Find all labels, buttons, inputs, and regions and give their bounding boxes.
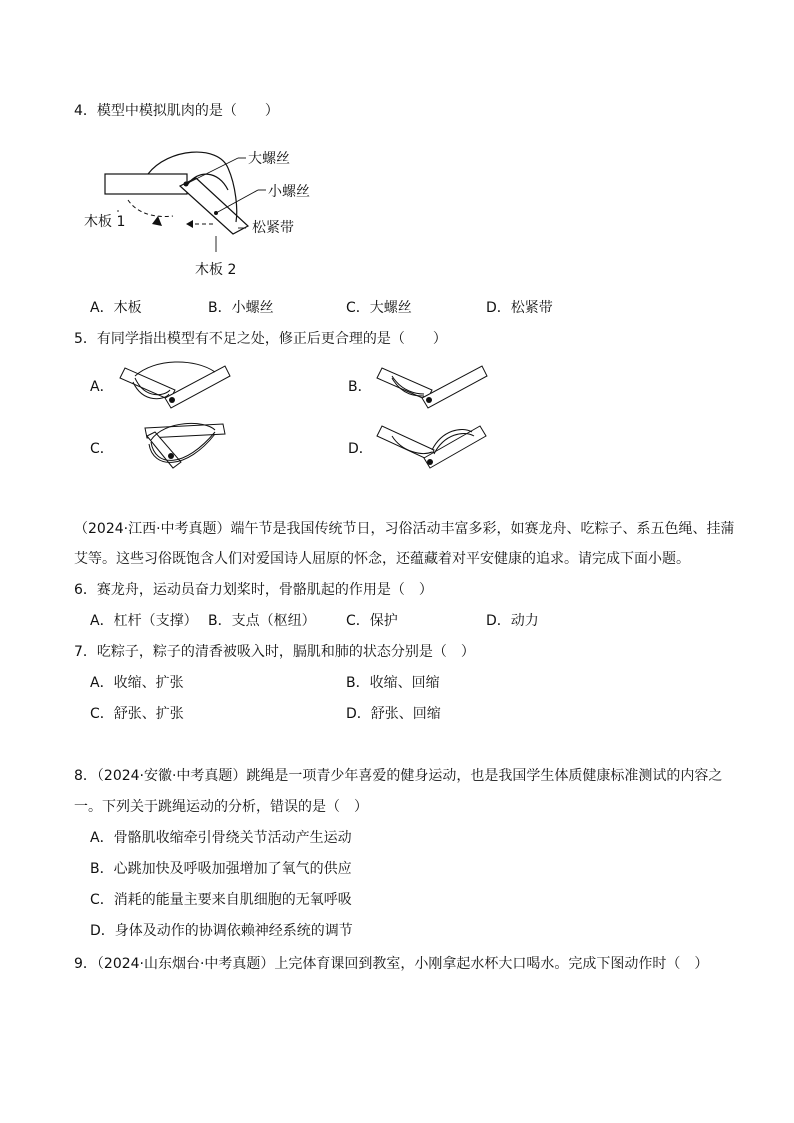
q4-option-c[interactable]: C．大螺丝 <box>346 300 412 316</box>
q5-option-d-figure <box>372 422 492 476</box>
label-board-1: 木板 1 <box>84 214 126 230</box>
board-1-shape <box>105 174 187 194</box>
q7-option-b[interactable]: B．收缩、回缩 <box>346 675 440 691</box>
label-board-2: 木板 2 <box>195 262 237 278</box>
q4-option-a[interactable]: A．木板 <box>90 300 142 316</box>
q4-option-b[interactable]: B．小螺丝 <box>208 300 274 316</box>
q5-option-c-figure <box>115 422 235 476</box>
q8-stem-line-1: 8．（2024·安徽·中考真题）跳绳是一项青少年喜爱的健身运动，也是我国学生体质健康标准测试的内容之 <box>74 768 723 784</box>
q5-option-b-figure <box>372 360 492 414</box>
q4-model-figure <box>78 140 338 280</box>
arm-model-diagram <box>78 140 338 280</box>
q5-option-a-letter[interactable]: A． <box>90 379 114 395</box>
label-band: 松紧带 <box>252 220 294 236</box>
q7-option-a[interactable]: A．收缩、扩张 <box>90 675 184 691</box>
q4-option-d[interactable]: D．松紧带 <box>486 300 553 316</box>
label-big-screw: 大螺丝 <box>248 151 290 167</box>
q6-option-b[interactable]: B．支点（枢纽） <box>208 613 316 629</box>
q5-option-d-letter[interactable]: D． <box>348 441 373 457</box>
q7-option-d[interactable]: D．舒张、回缩 <box>346 706 441 722</box>
q9-stem: 9．（2024·山东烟台·中考真题）上完体育课回到教室，小刚拿起水杯大口喝水。完成下图动作时（ ） <box>74 956 709 972</box>
q8-option-c[interactable]: C．消耗的能量主要来自肌细胞的无氧呼吸 <box>90 892 352 908</box>
q5-stem: 5．有同学指出模型有不足之处，修正后更合理的是（ ） <box>74 331 447 347</box>
context-line-1: （2024·江西·中考真题）端午节是我国传统节日，习俗活动丰富多彩，如赛龙舟、吃粽子、系五色绳、挂蒲 <box>74 521 735 537</box>
q6-option-d[interactable]: D．动力 <box>486 613 539 629</box>
q8-option-b[interactable]: B．心跳加快及呼吸加强增加了氧气的供应 <box>90 861 352 877</box>
q5-option-a-figure <box>115 360 235 414</box>
q8-option-a[interactable]: A．骨骼肌收缩牵引骨绕关节活动产生运动 <box>90 830 352 846</box>
q6-option-a[interactable]: A．杠杆（支撑） <box>90 613 198 629</box>
q6-option-c[interactable]: C．保护 <box>346 613 398 629</box>
q6-stem: 6．赛龙舟，运动员奋力划桨时，骨骼肌起的作用是（ ） <box>74 582 433 598</box>
context-line-2: 艾等。这些习俗既饱含人们对爱国诗人屈原的怀念，还蕴藏着对平安健康的追求。请完成下面小题。 <box>74 551 690 567</box>
q7-stem: 7．吃粽子，粽子的清香被吸入时，膈肌和肺的状态分别是（ ） <box>74 644 475 660</box>
q7-option-c[interactable]: C．舒张、扩张 <box>90 706 184 722</box>
label-small-screw: 小螺丝 <box>268 184 310 200</box>
q8-option-d[interactable]: D．身体及动作的协调依赖神经系统的调节 <box>90 923 353 939</box>
q8-stem-line-2: 一。下列关于跳绳运动的分析，错误的是（ ） <box>74 799 368 815</box>
q4-stem: 4．模型中模拟肌肉的是（ ） <box>74 103 279 119</box>
q5-option-b-letter[interactable]: B． <box>348 379 372 395</box>
q5-option-c-letter[interactable]: C． <box>90 441 114 457</box>
